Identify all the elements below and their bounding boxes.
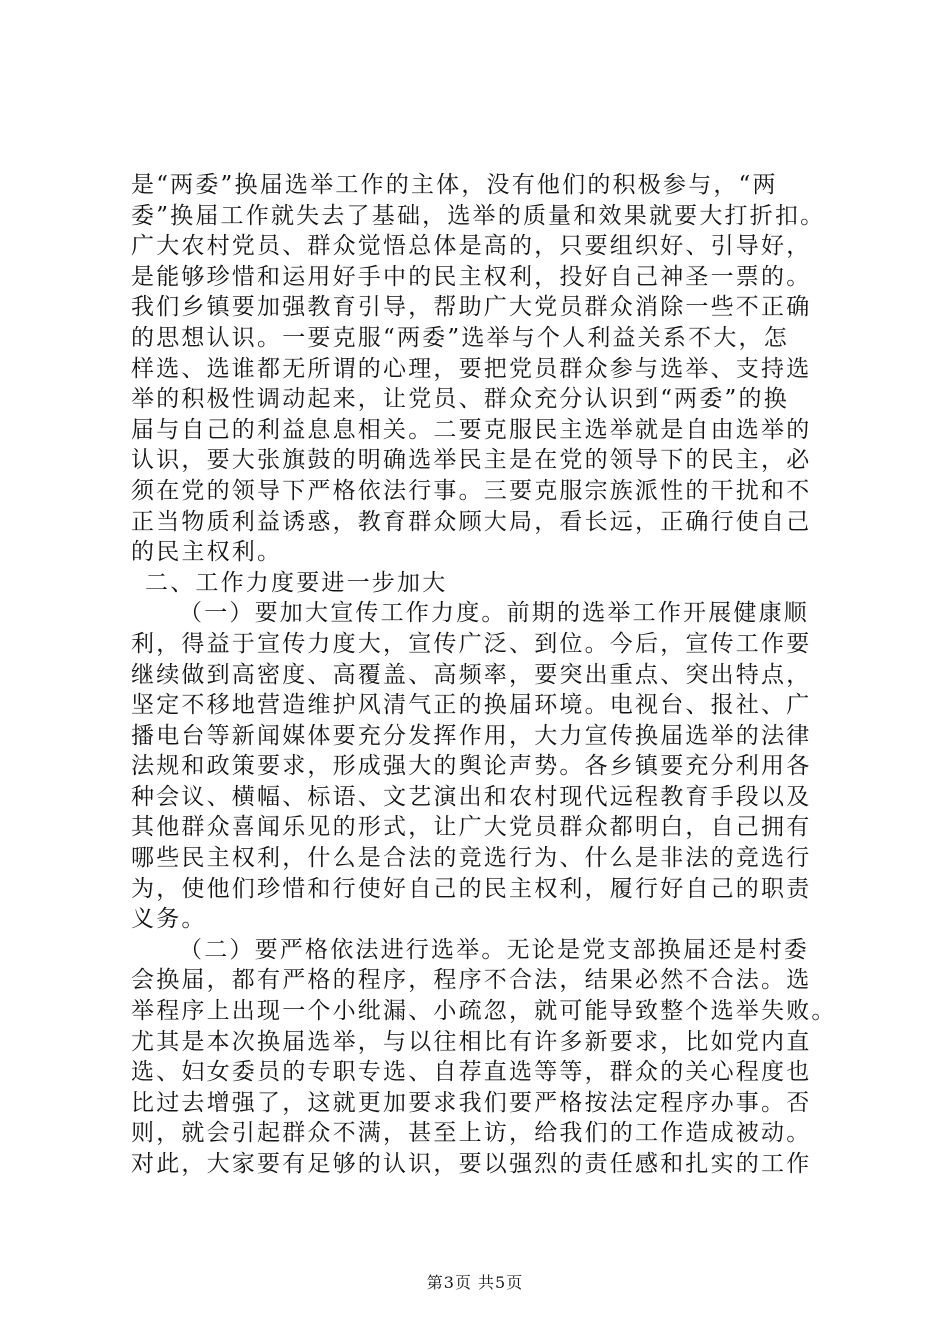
text-line: 利，得益于宣传力度大，宣传广泛、到位。今后，宣传工作要 — [131, 630, 812, 657]
text-line: 广大农村党员、群众觉悟总体是高的，只要组织好、引导好， — [131, 233, 812, 260]
text-line: 样选、选谁都无所谓的心理，要把党员群众参与选举、支持选 — [131, 355, 812, 382]
text-line: 正当物质利益诱惑，教育群众顾大局，看长远，正确行使自己 — [131, 508, 812, 535]
text-line: 种会议、横幅、标语、文艺演出和农村现代远程教育手段以及 — [131, 783, 812, 810]
text-line: 会换届，都有严格的程序，程序不合法，结果必然不合法。选 — [131, 967, 812, 994]
text-line: 的民主权利。 — [131, 539, 283, 566]
text-line: 继续做到高密度、高覆盖、高频率，要突出重点、突出特点， — [131, 661, 812, 688]
text-line: 我们乡镇要加强教育引导，帮助广大党员群众消除一些不正确 — [131, 294, 812, 321]
page-footer: 第3页 共5页 — [426, 1273, 524, 1292]
text-line: 的思想认识。一要克服“两委”选举与个人利益关系不大，怎 — [131, 324, 789, 351]
text-line: 则，就会引起群众不满，甚至上访，给我们的工作造成被动。 — [131, 1120, 812, 1147]
text-line: 法规和政策要求，形成强大的舆论声势。各乡镇要充分利用各 — [131, 753, 812, 780]
text-line: 选、妇女委员的专职专选、自荐直选等等，群众的关心程度也 — [131, 1059, 812, 1086]
body-text — [131, 170, 837, 1180]
text-line: 举的积极性调动起来，让党员、群众充分认识到“两委”的换 — [131, 386, 789, 413]
subsection-first-line: （一）要加大宣传工作力度。前期的选举工作开展健康顺 — [179, 600, 809, 627]
text-line: 哪些民主权利，什么是合法的竞选行为、什么是非法的竞选行 — [131, 845, 812, 872]
text-line: 比过去增强了，这就更加要求我们要严格按法定程序办事。否 — [131, 1089, 812, 1116]
text-line: 举程序上出现一个小纰漏、小疏忽，就可能导致整个选举失败。 — [131, 998, 837, 1025]
text-line: 届与自己的利益息息相关。二要克服民主选举就是自由选举的 — [131, 416, 812, 443]
text-line: 是能够珍惜和运用好手中的民主权利，投好自己神圣一票的。 — [131, 263, 812, 290]
subsection-first-line: （二）要严格依法进行选举。无论是党支部换届还是村委 — [179, 936, 809, 963]
text-line: 委”换届工作就失去了基础，选举的质量和效果就要大打折扣。 — [131, 202, 826, 229]
text-line: 义务。 — [131, 906, 207, 933]
text-line: 播电台等新闻媒体要充分发挥作用，大力宣传换届选举的法律 — [131, 722, 812, 749]
text-line: 为，使他们珍惜和行使好自己的民主权利，履行好自己的职责 — [131, 875, 812, 902]
text-line: 须在党的领导下严格依法行事。三要克服宗族派性的干扰和不 — [131, 477, 812, 504]
section-heading: 二、工作力度要进一步加大 — [145, 569, 448, 596]
text-line: 坚定不移地营造维护风清气正的换届环境。电视台、报社、广 — [131, 692, 812, 719]
text-line: 对此，大家要有足够的认识，要以强烈的责任感和扎实的工作 — [131, 1151, 812, 1177]
text-line: 尤其是本次换届选举，与以往相比有许多新要求，比如党内直 — [131, 1028, 812, 1055]
text-line: 其他群众喜闻乐见的形式，让广大党员群众都明白，自己拥有 — [131, 814, 812, 841]
text-line: 认识，要大张旗鼓的明确选举民主是在党的领导下的民主，必 — [131, 447, 812, 474]
text-line: 是“两委”换届选举工作的主体，没有他们的积极参与，“两 — [131, 172, 778, 198]
